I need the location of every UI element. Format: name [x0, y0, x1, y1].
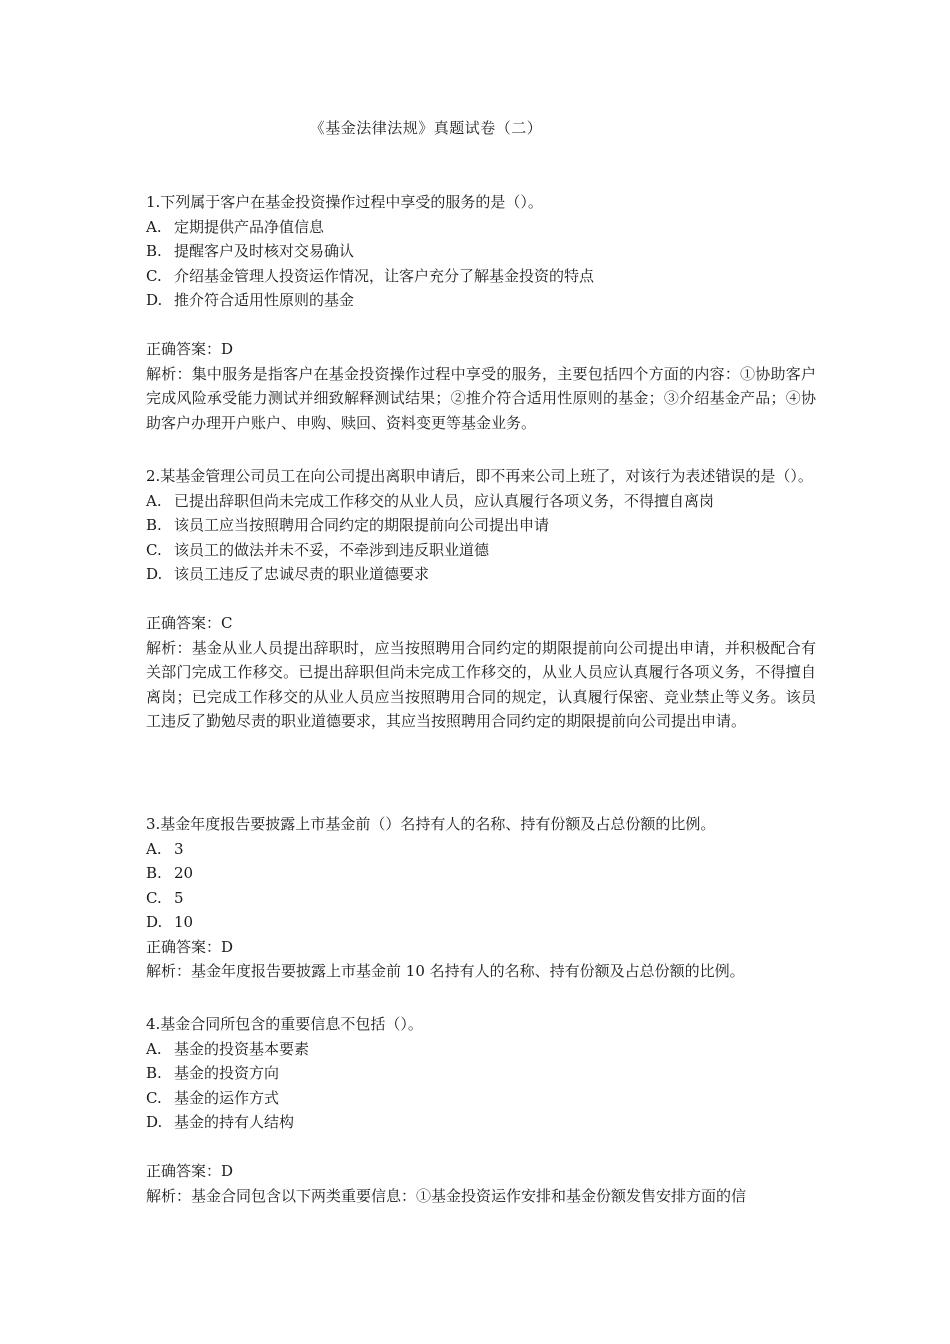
question-3	[146, 812, 816, 984]
analysis-text: 解析：基金从业人员提出辞职时，应当按照聘用合同约定的期限提前向公司提出申请，并积极配合有关部门完成工作移交。已提出辞职但尚未完成工作移交的，从业人员应认真履行各项义务，不得擅自离岗；已完成工作移交的从业人员应当按照聘用合同的规定，认真履行保密、竞业禁止等义务。该员工违反了勤勉尽责的职业道德要求，其应当按照聘用合同约定的期限提前向公司提出申请。	[146, 638, 816, 730]
option-letter: C.	[146, 540, 162, 559]
option-letter: B.	[146, 242, 162, 260]
option-letter: D.	[146, 913, 163, 931]
question-stem: 3.基金年度报告要披露上市基金前（）名持有人的名称、持有份额及占总份额的比例。	[146, 815, 716, 833]
correct-answer: 正确答案：D	[146, 937, 234, 956]
option-a	[146, 1037, 816, 1062]
correct-answer: 正确答案：C	[146, 614, 233, 632]
option-letter: A.	[146, 491, 162, 510]
analysis-text: 解析：集中服务是指客户在基金投资操作过程中享受的服务，主要包括四个方面的内容：①协助客户完成风险承受能力测试并细致解释测试结果；②推介符合适用性原则的基金；③介绍基金产品；④协助客户办理开户账户、申购、赎回、资料变更等基金业务。	[146, 364, 816, 432]
question-1	[146, 190, 816, 435]
analysis-text: 解析：基金年度报告要披露上市基金前 10 名持有人的名称、持有份额及占总份额的比例。	[146, 962, 745, 980]
option-text: 推介符合适用性原则的基金	[174, 291, 355, 309]
option-text: 10	[174, 913, 194, 931]
option-text: 基金的投资基本要素	[174, 1039, 310, 1058]
option-letter: C.	[146, 888, 162, 907]
option-a	[146, 215, 816, 240]
option-c	[146, 886, 816, 911]
option-letter: C.	[146, 1088, 162, 1107]
option-text: 20	[174, 864, 194, 882]
option-letter: D.	[146, 1113, 163, 1131]
option-letter: B.	[146, 516, 162, 534]
document-title: 《基金法律法规》真题试卷（二）	[309, 119, 543, 137]
option-letter: C.	[146, 266, 162, 285]
option-letter: B.	[146, 864, 162, 882]
option-letter: D.	[146, 565, 163, 583]
correct-answer: 正确答案：D	[146, 340, 234, 358]
option-b	[146, 1061, 816, 1086]
option-text: 基金的持有人结构	[174, 1113, 295, 1131]
option-c	[146, 264, 816, 289]
option-c	[146, 538, 816, 563]
option-text: 基金的运作方式	[174, 1088, 280, 1107]
option-b	[146, 861, 816, 886]
analysis-text: 解析：基金合同包含以下两类重要信息：①基金投资运作安排和基金份额发售安排方面的信	[146, 1186, 747, 1205]
question-stem: 4.基金合同所包含的重要信息不包括（）。	[146, 1015, 423, 1033]
option-a	[146, 489, 816, 514]
option-text: 定期提供产品净值信息	[174, 217, 325, 236]
option-b	[146, 513, 816, 538]
option-letter: A.	[146, 1039, 162, 1058]
question-stem: 1.下列属于客户在基金投资操作过程中享受的服务的是（）。	[146, 193, 543, 211]
question-4	[146, 1012, 816, 1208]
option-c	[146, 1086, 816, 1111]
option-text: 基金的投资方向	[174, 1064, 280, 1082]
question-stem: 2.某基金管理公司员工在向公司提出离职申请后，即不再来公司上班了，对该行为表述错误的是（）。	[146, 467, 813, 485]
option-text: 该员工的做法并未不妥，不牵涉到违反职业道德	[174, 540, 490, 559]
correct-answer: 正确答案：D	[146, 1162, 234, 1180]
option-d	[146, 562, 816, 587]
option-text: 提醒客户及时核对交易确认	[174, 242, 355, 260]
option-text: 介绍基金管理人投资运作情况，让客户充分了解基金投资的特点	[174, 266, 595, 285]
option-d	[146, 288, 816, 313]
option-text: 该员工应当按照聘用合同约定的期限提前向公司提出申请	[174, 516, 550, 534]
option-b	[146, 239, 816, 264]
option-text: 5	[174, 888, 184, 907]
option-d	[146, 910, 816, 935]
question-2	[146, 464, 816, 734]
option-a	[146, 837, 816, 862]
option-d	[146, 1110, 816, 1135]
option-text: 3	[174, 839, 184, 858]
option-letter: B.	[146, 1064, 162, 1082]
option-text: 已提出辞职但尚未完成工作移交的从业人员，应认真履行各项义务，不得擅自离岗	[174, 491, 715, 510]
option-text: 该员工违反了忠诚尽责的职业道德要求	[174, 565, 430, 583]
option-letter: A.	[146, 217, 162, 236]
option-letter: D.	[146, 291, 163, 309]
option-letter: A.	[146, 839, 162, 858]
